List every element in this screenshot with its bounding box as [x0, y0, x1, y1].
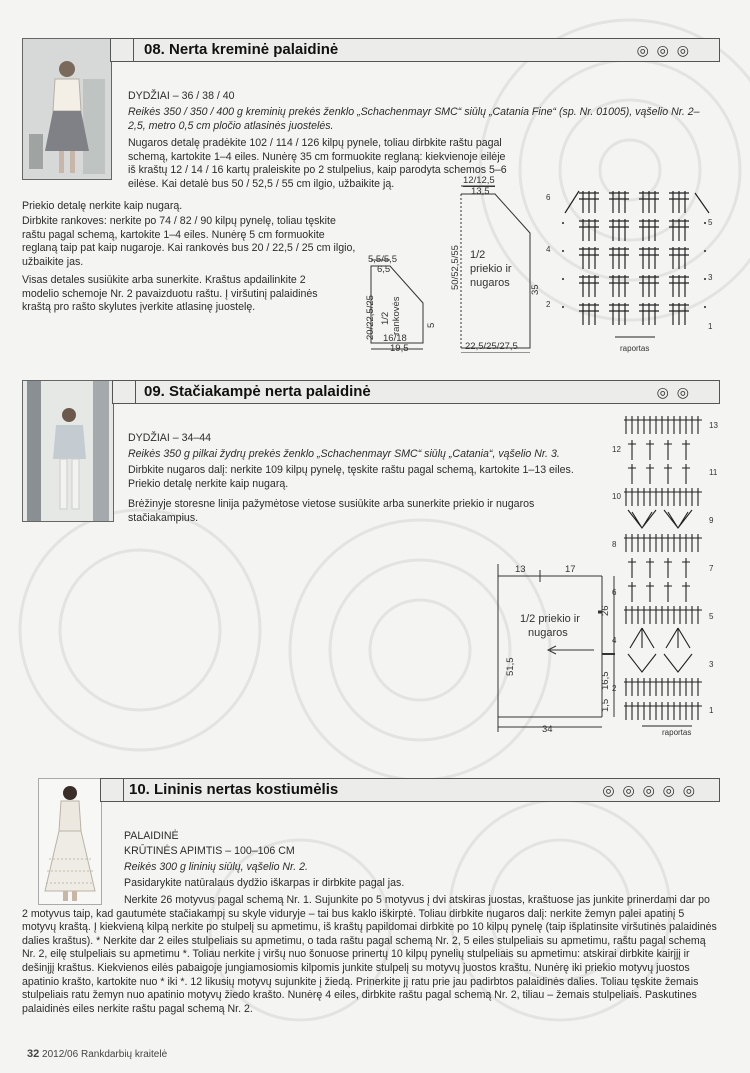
dimension-label: 16/18 — [383, 333, 407, 344]
dimension-label: 20/22,5/25 — [365, 295, 376, 340]
dimension-label: 6,5 — [377, 264, 391, 275]
chart-row-number: 5 — [708, 218, 713, 227]
page-footer — [27, 1048, 167, 1060]
dimension-label: 16,5 — [600, 671, 611, 690]
instruction-paragraph: Dirbkite rankoves: nerkite po 74 / 82 / 90 kilpų pynelę, toliau tęskite raštu pagal schemą, kartokite 1–4 eiles. Nunėrę 5 cm formuokite reglaną taip pat kaip nugaroje. Kai rankovės bus 20 / 22,5 / 25 cm ilgio, užbaikite jas. — [22, 215, 356, 268]
chart-row-number: 8 — [612, 540, 617, 549]
chart-row-number: 1 — [708, 322, 713, 331]
section-title: 08. Nerta kreminė palaidinė — [144, 41, 339, 58]
diagram-label: 1/2 — [380, 311, 391, 325]
chart-repeat-label: raportas — [662, 728, 692, 737]
instruction-paragraph: Pasidarykite natūralaus dydžio iškarpas ir dirbkite pagal jas. — [124, 877, 405, 889]
dimension-label: 26 — [600, 605, 611, 616]
yarn-weight-icon: ◎ ◎ — [656, 384, 691, 400]
chart-row-number: 10 — [612, 492, 621, 501]
chart-row-number: 7 — [709, 564, 714, 573]
instruction-paragraph: Brėžinyje storesne linija pažymėtose vietose susiūkite arba sunerkite priekio ir nugaros stačiakampius. — [128, 498, 535, 524]
chart-row-number: 6 — [546, 193, 551, 202]
header-marker — [111, 39, 134, 61]
instruction-paragraph: Visas detales susiūkite arba sunerkite. Kraštus apdailinkite 2 modelio schemoje Nr. 2 pavaizduotu raštu. Į viršutinį palaidinės kraštą pro rašto skylutes įverkite atlasinę juostelę. — [22, 274, 318, 314]
garment-subtitle: PALAIDINĖ — [124, 830, 179, 842]
garment-diagram-09 — [490, 562, 615, 742]
dimension-label: 13,5 — [471, 186, 490, 197]
chart-row-number: 2 — [612, 684, 617, 693]
chart-repeat-label: raportas — [620, 344, 650, 353]
materials-text: Reikės 350 / 350 / 400 g kreminių prekės ženklo „Schachenmayr SMC“ siūlų „Catania Fine“ (sp. Nr. 01005), vąšelio Nr. 2–2,5, metro 0,5 cm pločio atlasinės juostelės. — [128, 106, 700, 132]
instruction-paragraph: Nugaros detalę pradėkite 102 / 114 / 126 kilpų pynele, toliau dirbkite raštu pagal schemą, kartokite 1–4 eiles. Nunėrę 35 cm formuokite reglaną: kiekvienoje eilėje iš kraštų 12 / 14 / 16 kartų praleiskite po 2 stulpelius, kaip parodyta schemos 5–6 eilėse. Kai detalė bus 50 / 52,5 / 55 cm ilgio, užbaikite ją. — [128, 137, 507, 190]
chart-row-number: 1 — [709, 706, 714, 715]
materials-text: Reikės 350 g pilkai žydrų prekės ženklo „Schachenmayr SMC“ siūlų „Catania“, vąšelio Nr. 3. — [128, 448, 560, 460]
diagram-label: priekio ir — [470, 263, 512, 275]
header-marker — [101, 779, 124, 801]
magazine-name: Rankdarbių kraitelė — [80, 1049, 168, 1060]
diagram-label: 1/2 priekio ir — [520, 613, 580, 625]
instruction-paragraph: Dirbkite nugaros dalį: nerkite 109 kilpų pynelę, tęskite raštu pagal schemą, kartokite 1–13 eiles. Priekio detalę nerkite kaip nugarą. — [128, 464, 574, 490]
dimension-label: 12/12,5 — [463, 175, 495, 186]
chart-row-number: 5 — [709, 612, 714, 621]
model-photo-09 — [22, 380, 114, 522]
instruction-paragraph: Priekio detalę nerkite kaip nugarą. — [22, 200, 183, 212]
section-header-09 — [112, 380, 720, 404]
section-title: 10. Lininis nertas kostiumėlis — [129, 781, 339, 798]
stitch-chart-08 — [555, 183, 715, 343]
chart-row-number: 2 — [546, 300, 551, 309]
section-title: 09. Stačiakampė nerta palaidinė — [144, 383, 371, 400]
section-header-08 — [110, 38, 720, 62]
dimension-label: 17 — [565, 564, 576, 575]
dimension-label: 19,5 — [390, 343, 409, 354]
garment-size-line: KRŪTINĖS APIMTIS – 100–106 CM — [124, 845, 295, 857]
dimension-label: 34 — [542, 724, 553, 735]
model-illustration-09 — [23, 381, 113, 521]
chart-row-number: 3 — [708, 273, 713, 282]
model-photo-08 — [22, 38, 112, 180]
chart-row-number: 4 — [612, 636, 617, 645]
dimension-label: 5,5/5,5 — [368, 254, 398, 265]
dimension-label: 1,5 — [600, 698, 611, 712]
page-number: 32 — [27, 1048, 40, 1060]
model-photo-10 — [38, 778, 102, 905]
chart-row-number: 11 — [709, 468, 718, 477]
model-illustration-10 — [39, 779, 101, 904]
materials-text: Reikės 300 g lininių siūlų, vąšelio Nr. 2. — [124, 861, 308, 873]
dimension-label: 35 — [530, 284, 541, 295]
instruction-paragraph: Nerkite 26 motyvus pagal schemą Nr. 1. Sujunkite po 5 motyvus į dvi atskiras juostas, kraštuose jas junkite prinerdami dar po 2 motyvus taip, kad gautumėte stačiakampį su skyle viduryje – tai bus kaklo iškirptė. Toliau dirbkite nugaros dalį: nerkite žemyn palei apatinį 5 motyvų kraštą. Į kiekvieną kilpą nerkite po stulpelį su apmetimu, iš kraštų papildomai dirbkite po 10 kilpų pynelę (taip išplatinsite viršutinės palaidinės dalies kraštus). * Nerkite dar 2 eiles stulpeliais su apmetimu, o tada raštu pagal schemą Nr. 2, 5 eiles stulpeliais su apmetimu, raštu pagal schemą Nr. 2, eilę stulpeliais su apmetimu *. Toliau nerkite į viršų nuo šonuose prinertų 10 kilpų pynelių stulpeliais su apmetimu: atskirai dirbkite kairįjį ir dešinįjį kraštus. Kiekvienos eilės pabaigoje jungiamosiomis kilpomis junkite stulpelį su motyvų juostos kraštu. Nunėrę iki priekio motyvų juostos apatinio krašto, kartokite nuo * iki *. 12 likusių motyvų sujunkite į žiedą. Prinerkite jį ratu prie jau padirbtos palaidinės dalies. Toliau tęskite žemais stulpeliais ratu žemyn nuo apatinio motyvų žiedo krašto. Nunėrę 4 eiles, dirbkite raštu pagal schemą Nr. 2, tiliau – žemais stulpeliais. Paskutines palaidinės eiles nerkite raštu pagal schemą Nr. 2. — [22, 894, 717, 1015]
size-line: DYDŽIAI – 34–44 — [128, 432, 212, 444]
yarn-weight-icon: ◎ ◎ ◎ ◎ ◎ — [602, 782, 697, 798]
issue-label: 2012/06 — [42, 1049, 79, 1060]
chart-row-number: 12 — [612, 445, 621, 454]
stitch-chart-09 — [622, 412, 710, 732]
diagram-label: 1/2 — [470, 249, 486, 261]
chart-row-number: 6 — [612, 588, 617, 597]
chart-row-number: 3 — [709, 660, 714, 669]
diagram-label: nugaros — [470, 277, 510, 289]
yarn-weight-icon: ◎ ◎ ◎ — [636, 42, 691, 58]
size-line: DYDŽIAI – 36 / 38 / 40 — [128, 90, 235, 102]
dimension-label: 50/52,5/55 — [450, 245, 461, 290]
model-illustration-08 — [23, 39, 111, 179]
dimension-label: 5 — [426, 322, 437, 328]
chart-row-number: 4 — [546, 245, 551, 254]
diagram-label: rankovės — [391, 296, 402, 335]
dimension-label: 13 — [515, 564, 526, 575]
header-marker — [113, 381, 136, 403]
chart-row-number: 13 — [709, 421, 718, 430]
dimension-label: 22,5/25/27,5 — [465, 341, 518, 352]
section-header-10 — [100, 778, 720, 802]
chart-row-number: 9 — [709, 516, 714, 525]
dimension-label: 51,5 — [505, 657, 516, 676]
diagram-label: nugaros — [528, 627, 568, 639]
